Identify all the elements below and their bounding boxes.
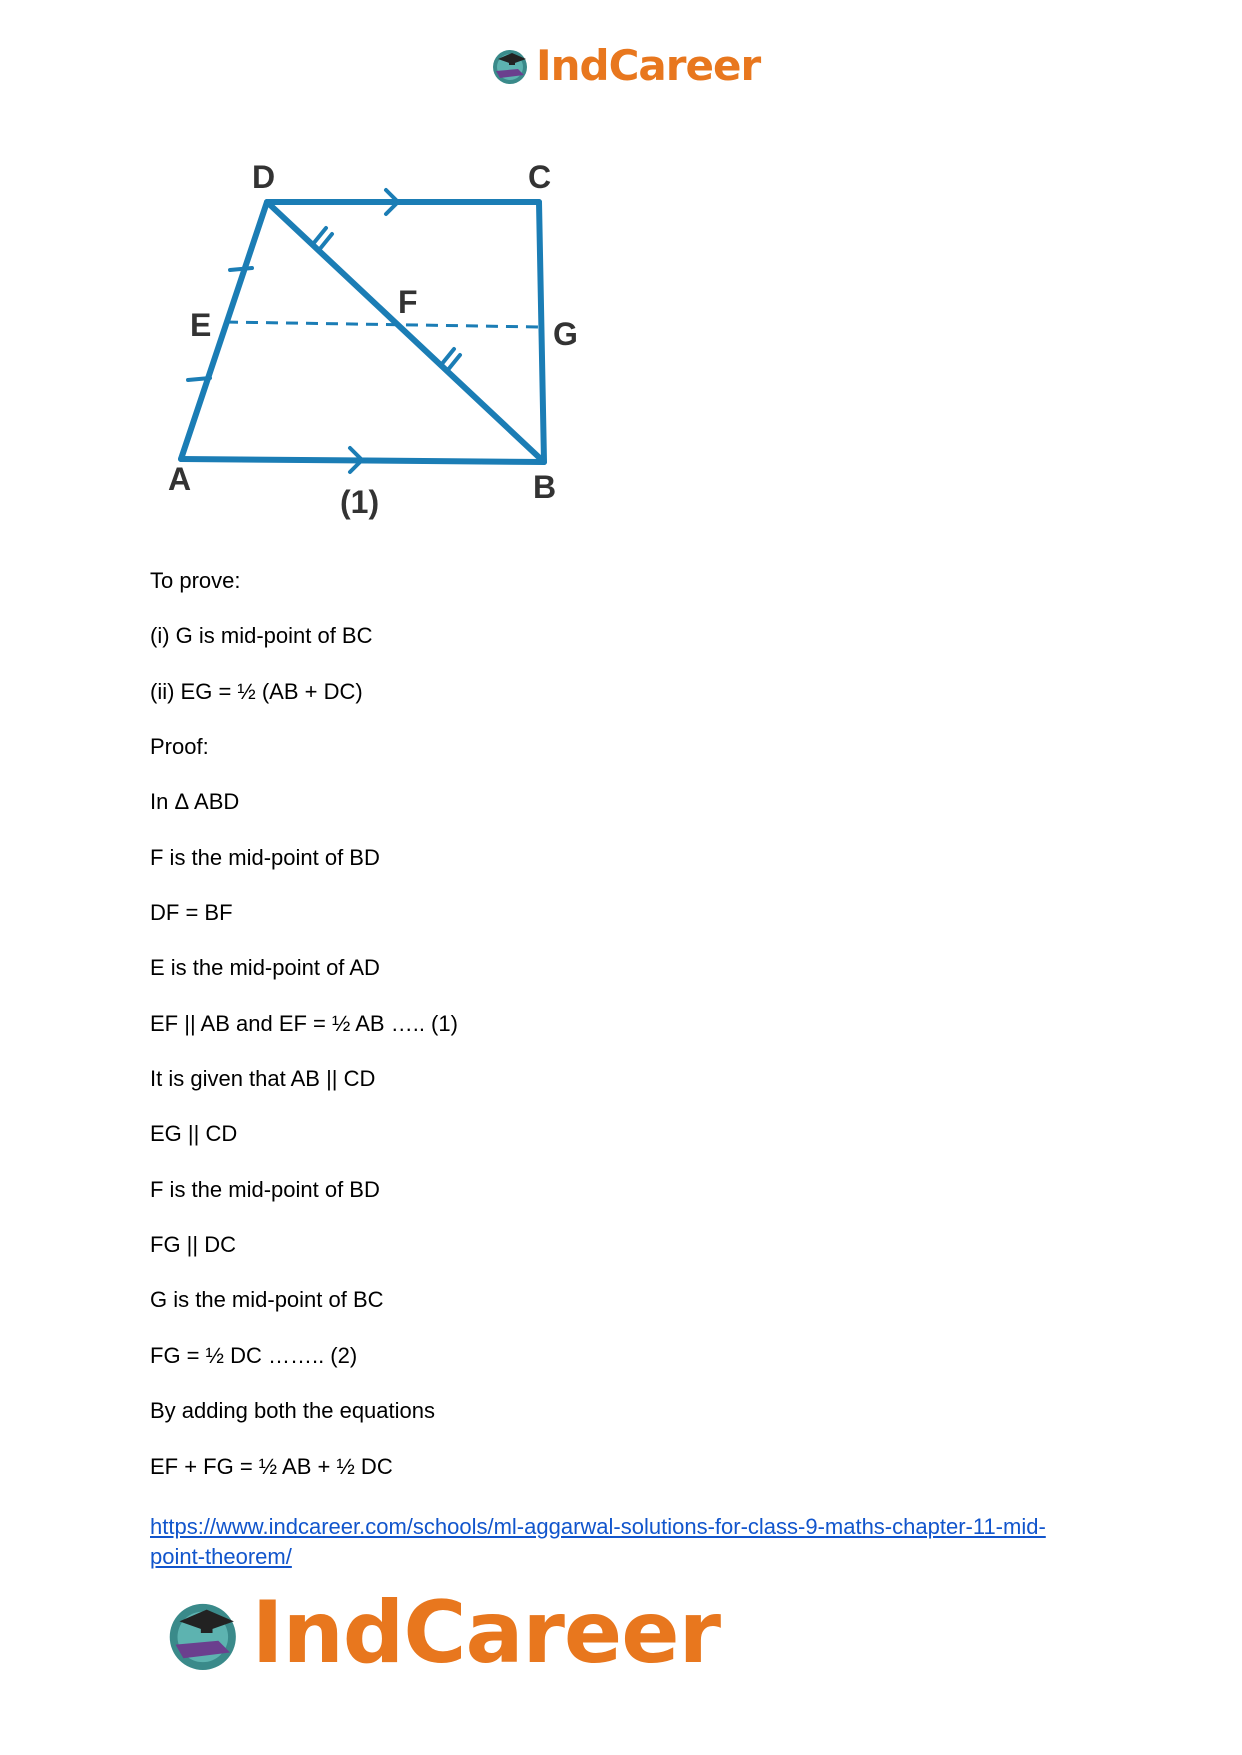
brand-name: IndCareer — [251, 1583, 720, 1683]
label-c: C — [528, 159, 552, 195]
text-line: FG || DC — [150, 1232, 236, 1257]
text-line: EF || AB and EF = ½ AB ….. (1) — [150, 1011, 458, 1036]
text-line: EF + FG = ½ AB + ½ DC — [150, 1454, 393, 1479]
brand-name: IndCareer — [536, 40, 761, 90]
source-link[interactable]: https://www.indcareer.com/schools/ml-aggarwal-solutions-for-class-9-maths-chapter-11-mid-point-theorem/ — [150, 1514, 1046, 1569]
tick-ae-upper — [230, 268, 252, 270]
text-line: In Δ ABD — [150, 789, 240, 814]
label-b: B — [533, 469, 557, 505]
segment-eg — [226, 322, 541, 327]
text-line: To prove: — [150, 568, 241, 593]
text-line: EG || CD — [150, 1121, 238, 1146]
text-line: G is the mid-point of BC — [150, 1287, 384, 1312]
label-e: E — [190, 307, 212, 343]
text-line: F is the mid-point of BD — [150, 845, 380, 870]
text-line: (i) G is mid-point of BC — [150, 623, 373, 648]
side-cb — [539, 202, 544, 462]
text-line: By adding both the equations — [150, 1398, 436, 1423]
indcareer-logo-top — [488, 40, 768, 90]
text-line: (ii) EG = ½ (AB + DC) — [150, 679, 363, 704]
globe-book-icon — [488, 43, 532, 87]
diagonal-bd — [267, 202, 544, 462]
globe-book-icon — [160, 1589, 246, 1677]
diagram-caption: (1) — [340, 484, 380, 520]
tick-ae-lower — [188, 378, 210, 380]
indcareer-logo-bottom — [160, 1578, 720, 1688]
text-line: E is the mid-point of AD — [150, 955, 380, 980]
text-line: F is the mid-point of BD — [150, 1177, 380, 1202]
label-d: D — [252, 159, 276, 195]
label-f: F — [398, 284, 418, 320]
text-line: Proof: — [150, 734, 209, 759]
text-line: DF = BF — [150, 900, 233, 925]
text-line: FG = ½ DC …….. (2) — [150, 1343, 358, 1368]
label-a: A — [168, 461, 192, 497]
trapezium-diagram — [160, 150, 600, 535]
label-g: G — [553, 316, 578, 352]
text-line: It is given that AB || CD — [150, 1066, 376, 1091]
